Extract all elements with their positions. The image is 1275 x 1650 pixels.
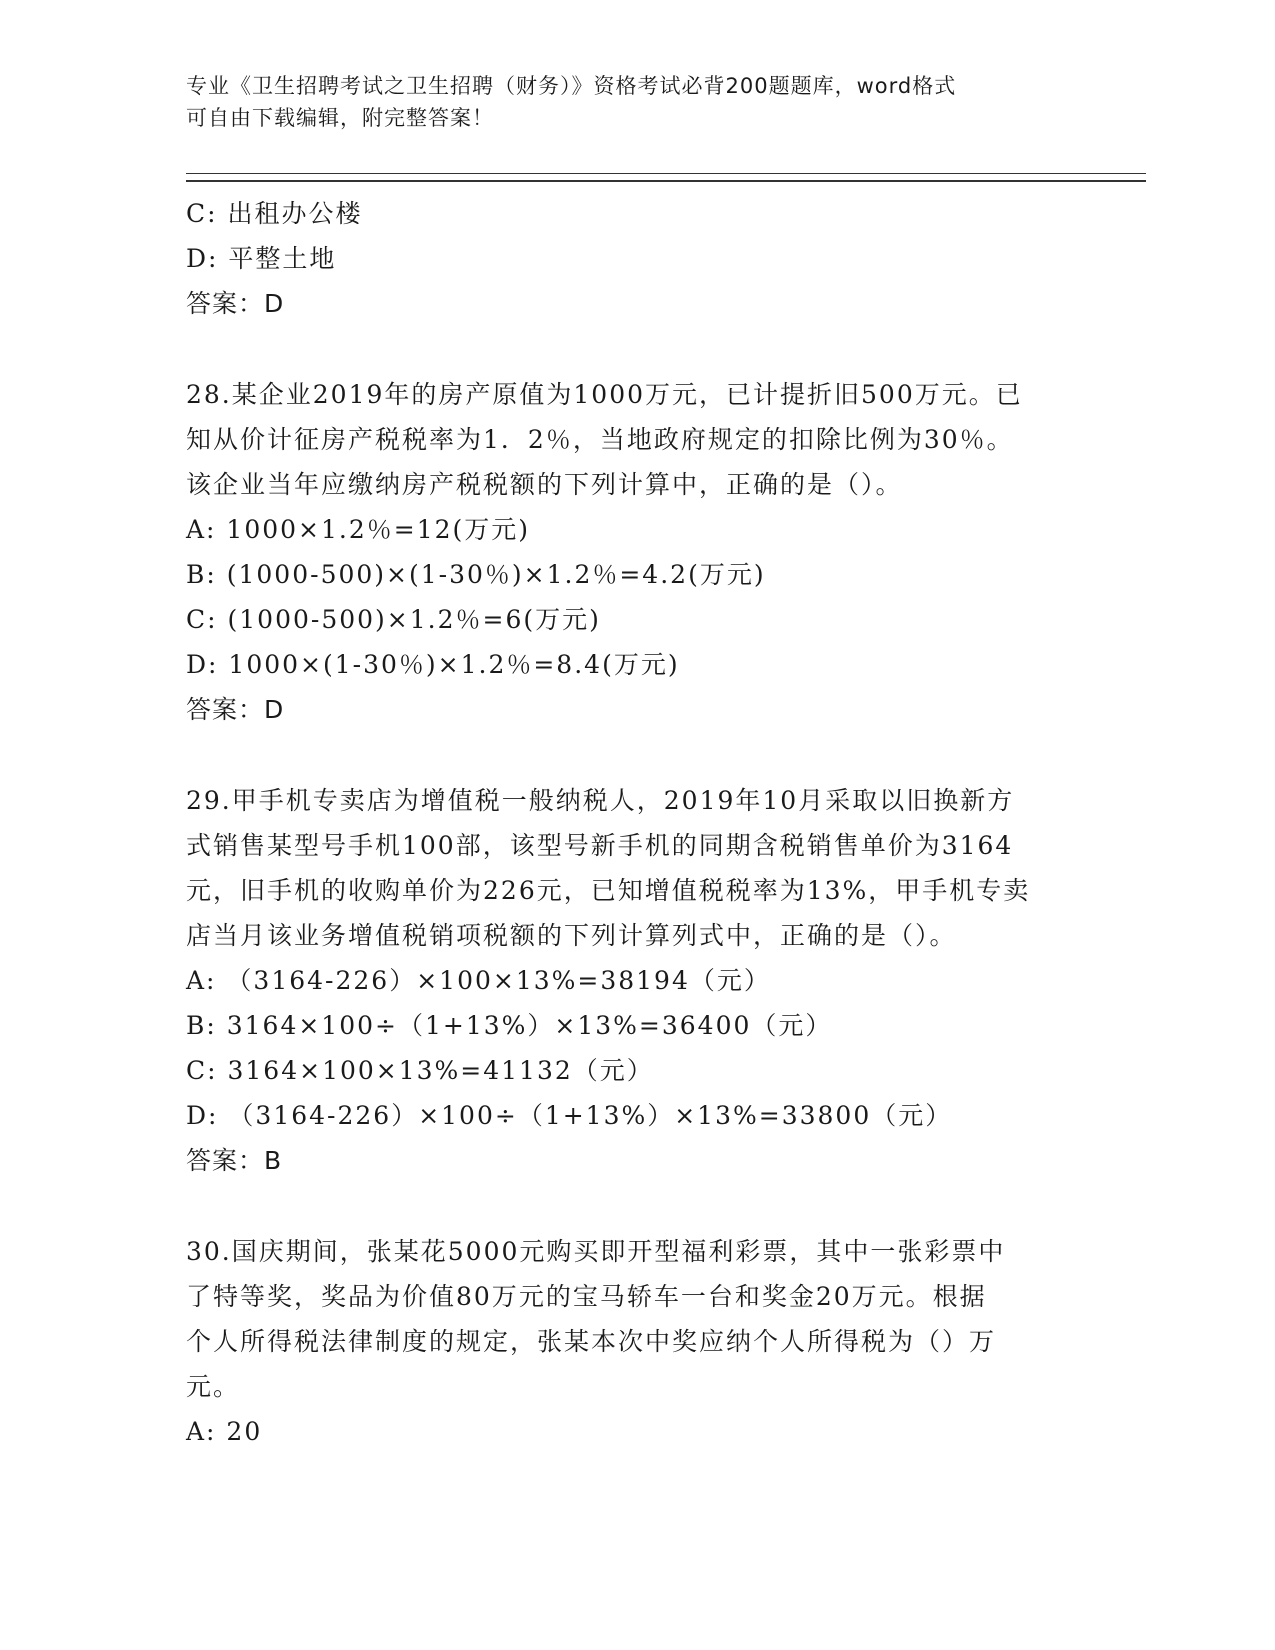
question-text-line: 30.国庆期间，张某花5000元购买即开型福利彩票，其中一张彩票中: [186, 1237, 1006, 1266]
option-c: C: 3164×100×13%=41132（元）: [186, 1056, 654, 1085]
spacer: [186, 1183, 1086, 1229]
question-text-line: 店当月该业务增值税销项税额的下列计算列式中，正确的是（）。: [186, 921, 957, 950]
document-body: [186, 191, 1086, 1454]
answer: 答案：B: [186, 1146, 283, 1175]
option-d: D: （3164-226）×100÷（1+13%）×13%=33800（元）: [186, 1101, 953, 1130]
question-text-line: 元。: [186, 1372, 241, 1401]
question-text-line: 元，旧手机的收购单价为226元，已知增值税税率为13%，甲手机专卖: [186, 876, 1031, 905]
document-header: [186, 70, 1086, 134]
answer: 答案：D: [186, 695, 285, 724]
question-text-line: 了特等奖，奖品为价值80万元的宝马轿车一台和奖金20万元。根据: [186, 1282, 987, 1311]
option-b: B: (1000-500)×(1-30％)×1.2％=4.2(万元): [186, 560, 766, 589]
question-30: [186, 1229, 1086, 1454]
question-text-line: 知从价计征房产税税率为1．2％，当地政府规定的扣除比例为30％。: [186, 425, 1014, 454]
header-divider-thick: [186, 180, 1146, 182]
question-text-line: 28.某企业2019年的房产原值为1000万元，已计提折旧500万元。已: [186, 380, 1023, 409]
option-a: A: 1000×1.2％=12(万元): [186, 515, 531, 544]
option-a: A: （3164-226）×100×13%=38194（元）: [186, 966, 771, 995]
option-d: D: 1000×(1-30％)×1.2％=8.4(万元): [186, 650, 680, 679]
question-29: [186, 778, 1086, 1183]
option-c: C: 出租办公楼: [186, 199, 363, 228]
spacer: [186, 732, 1086, 778]
option-b: B: 3164×100÷（1+13%）×13%=36400（元）: [186, 1011, 833, 1040]
answer: 答案：D: [186, 289, 285, 318]
spacer: [186, 326, 1086, 372]
question-28: [186, 372, 1086, 732]
question-27-tail: [186, 191, 1086, 326]
option-c: C: (1000-500)×1.2％=6(万元): [186, 605, 601, 634]
header-divider-thin: [186, 173, 1146, 174]
header-title-line-1: 专业《卫生招聘考试之卫生招聘（财务）》资格考试必背200题题库，word格式: [186, 74, 957, 98]
option-d: D: 平整土地: [186, 244, 337, 273]
question-text-line: 个人所得税法律制度的规定，张某本次中奖应纳个人所得税为（）万: [186, 1327, 997, 1356]
question-text-line: 式销售某型号手机100部，该型号新手机的同期含税销售单价为3164: [186, 831, 1014, 860]
question-text-line: 该企业当年应缴纳房产税税额的下列计算中，正确的是（）。: [186, 470, 903, 499]
question-text-line: 29.甲手机专卖店为增值税一般纳税人，2019年10月采取以旧换新方: [186, 786, 1015, 815]
header-title-line-2: 可自由下载编辑，附完整答案！: [186, 106, 494, 130]
option-a: A: 20: [186, 1417, 263, 1446]
